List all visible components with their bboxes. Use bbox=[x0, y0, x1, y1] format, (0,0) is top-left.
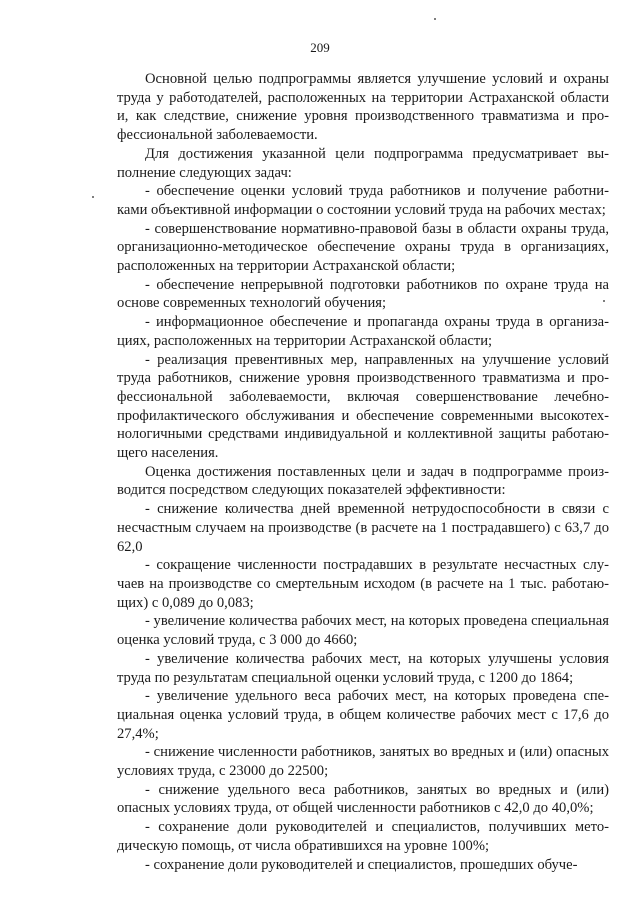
indicator-item: - увеличение удельного веса рабочих мест, на которых проведена специальная оценка условий труда, в общем количестве рабочих мест с 17,6 до 27,4%; bbox=[117, 688, 609, 742]
paragraph-goal: Основной целью подпрограммы является улучшение условий и охраны труда у работодателей, расположенных на территории Астраханской области и, как следствие, снижение уровня производственного травматизма и профессиональной заболеваемости. bbox=[117, 71, 609, 144]
paragraph-indicators-intro: Оценка достижения поставленных цели и задач в подпрограмме производится посредством следующих показателей эффективности: bbox=[117, 463, 609, 499]
scan-speck bbox=[603, 300, 605, 302]
task-item: - реализация превентивных мер, направленных на улучшение условий труда работников, снижение уровня производственного травматизма и профессиональной заболеваемости, включая совершенствование лечебно-профилактического обслуживания и обеспечение современными высокотехнологичными средствами индивидуальной и коллективной защиты работающего населения. bbox=[117, 351, 609, 462]
document-body bbox=[117, 70, 609, 874]
indicator-item: - увеличение количества рабочих мест, на которых улучшены условия труда по результатам специальной оценки условий труда, с 1200 до 1864; bbox=[117, 650, 609, 686]
task-item: - информационное обеспечение и пропаганда охраны труда в организациях, расположенных на территории Астраханской области; bbox=[117, 314, 609, 349]
scan-speck bbox=[92, 196, 94, 198]
indicator-item: - увеличение количества рабочих мест, на которых проведена специальная оценка условий труда, с 3 000 до 4660; bbox=[117, 613, 609, 649]
task-item: - совершенствование нормативно-правовой базы в области охраны труда, организационно-методическое обеспечение охраны труда в организациях, расположенных на территории Астраханской области; bbox=[117, 220, 609, 275]
indicator-item: - сокращение численности пострадавших в результате несчастных случаев на производстве со смертельным исходом (в расчете на 1 тыс. работающих) с 0,089 до 0,083; bbox=[117, 557, 609, 611]
indicator-item: - снижение удельного веса работников, занятых во вредных и (или) опасных условиях труда, от общей численности работников с 42,0 до 40,0%; bbox=[117, 781, 609, 817]
page-number: 209 bbox=[310, 40, 330, 55]
indicator-item: - снижение количества дней временной нетрудоспособности в связи с несчастным случаем на производстве (в расчете на 1 пострадавшего) с 63,7 до 62,0 bbox=[117, 501, 609, 555]
indicator-item: - снижение численности работников, занятых во вредных и (или) опасных условиях труда, с 23000 до 22500; bbox=[117, 744, 609, 780]
task-item: - обеспечение оценки условий труда работников и получение работниками объективной информации о состоянии условий труда на рабочих местах; bbox=[117, 183, 609, 218]
scan-speck bbox=[434, 18, 436, 20]
indicator-item: - сохранение доли руководителей и специалистов, получивших методическую помощь, от числа обратившихся на уровне 100%; bbox=[117, 819, 609, 854]
indicator-item: - сохранение доли руководителей и специалистов, прошедших обуче- bbox=[145, 856, 578, 873]
task-item: - обеспечение непрерывной подготовки работников по охране труда на основе современных технологий обучения; bbox=[117, 276, 609, 312]
paragraph-tasks-intro: Для достижения указанной цели подпрограмма предусматривает выполнение следующих задач: bbox=[117, 145, 609, 181]
